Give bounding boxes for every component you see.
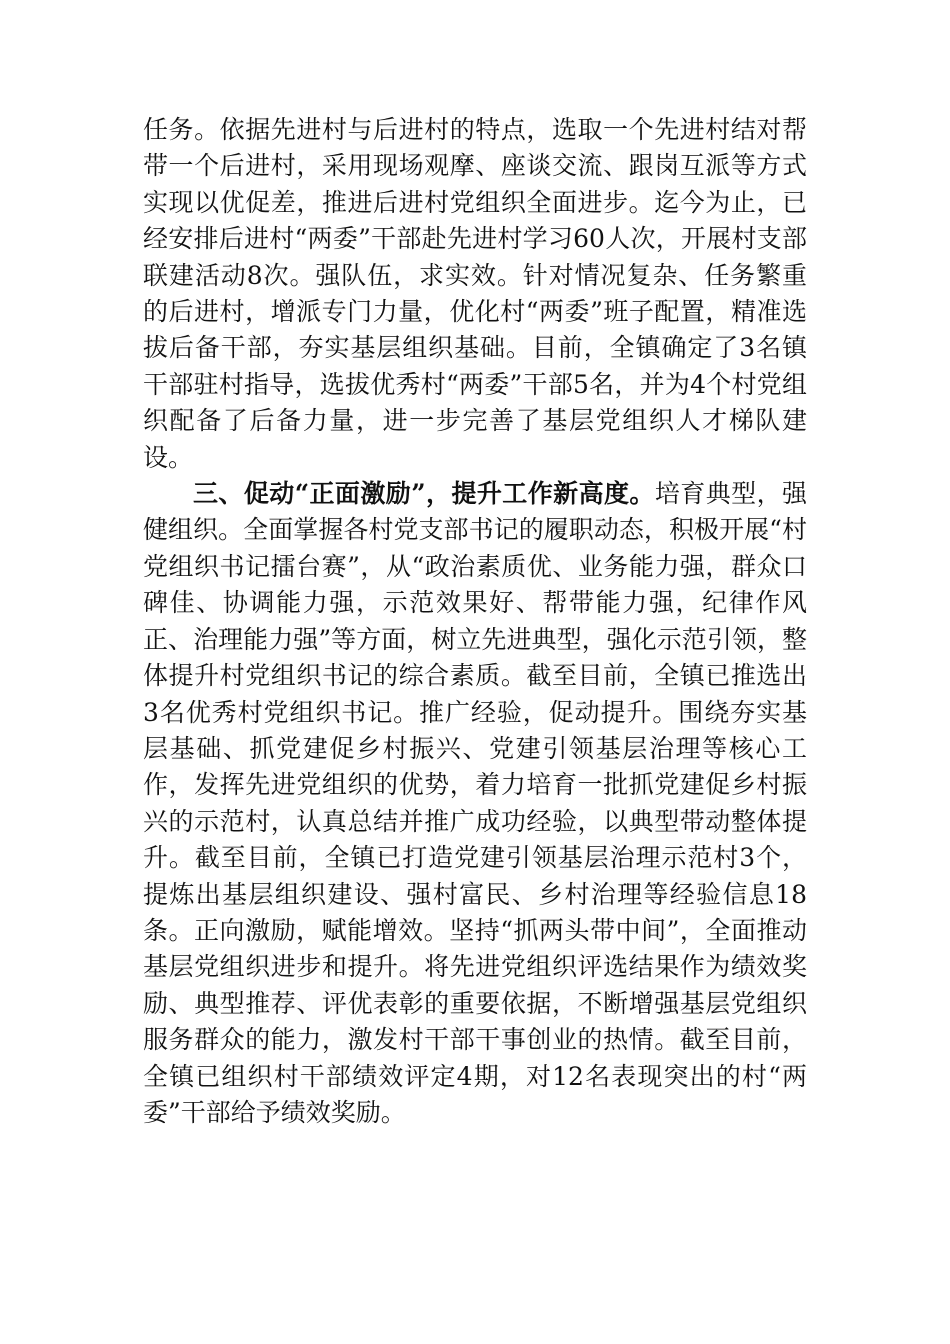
paragraph-task-pairing: 任务。依据先进村与后进村的特点，选取一个先进村结对帮带一个后进村，采用现场观摩、座谈交流、跟岗互派等方式实现以优促差，推进后进村党组织全面进步。迄今为止，已经安排后进村“两委”干部赴先进村学习60人次，开展村支部联建活动8次。强队伍，求实效。针对情况复杂、任务繁重的后进村，增派专门力量，优化村“两委”班子配置，精准选拔后备干部，夯实基层组织基础。目前，全镇确定了3名镇干部驻村指导，选拔优秀村“两委”干部5名，并为4个村党组织配备了后备力量，进一步完善了基层党组织人才梯队建设。	[143, 115, 807, 472]
paragraph-section-three	[143, 476, 807, 1131]
document-body	[143, 112, 807, 1131]
section-three-heading: 三、促动“正面激励”，提升工作新高度。	[193, 479, 655, 509]
section-three-body: 培育典型，强健组织。全面掌握各村党支部书记的履职动态，积极开展“村党组织书记擂台赛”，从“政治素质优、业务能力强，群众口碑佳、协调能力强，示范效果好、帮带能力强，纪律作风正、治理能力强”等方面，树立先进典型，强化示范引领，整体提升村党组织书记的综合素质。截至目前，全镇已推选出3名优秀村党组织书记。推广经验，促动提升。围绕夯实基层基础、抓党建促乡村振兴、党建引领基层治理等核心工作，发挥先进党组织的优势，着力培育一批抓党建促乡村振兴的示范村，认真总结并推广成功经验，以典型带动整体提升。截至目前，全镇已打造党建引领基层治理示范村3个，提炼出基层组织建设、强村富民、乡村治理等经验信息18条。正向激励，赋能增效。坚持“抓两头带中间”，全面推动基层党组织进步和提升。将先进党组织评选结果作为绩效奖励、典型推荐、评优表彰的重要依据，不断增强基层党组织服务群众的能力，激发村干部干事创业的热情。截至目前，全镇已组织村干部绩效评定4期，对12名表现突出的村“两委”干部给予绩效奖励。	[143, 479, 807, 1127]
